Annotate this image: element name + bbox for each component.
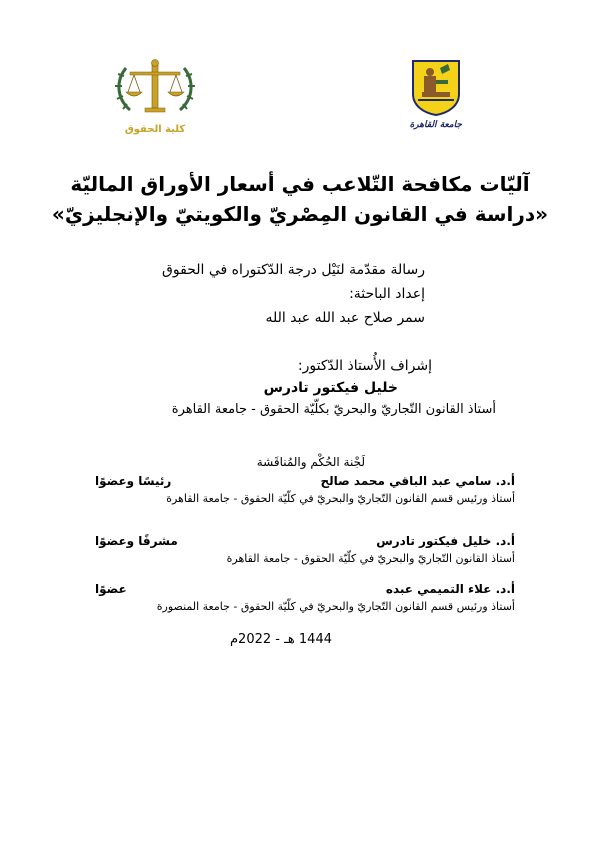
member-name: أ.د. علاء التميمي عبده [385, 582, 515, 596]
law-faculty-logo-caption: كلية الحقوق [124, 124, 186, 135]
committee-heading: لَجْنة الحُكْم والمُناقَشة [256, 455, 365, 469]
supervisor-title: أستاذ القانون التّجاريّ والبحريّ بكلّيّة الحقوق - جامعة القاهرة [171, 402, 496, 417]
committee-member [95, 534, 515, 566]
thesis-date: 1444 هـ - 2022م [229, 632, 332, 647]
member-role: مشرفًا وعضوًا [95, 534, 178, 548]
law-faculty-logo [112, 58, 198, 136]
committee-member [95, 582, 515, 614]
thesis-purpose: رسالة مقدّمة لنَيْل درجة الدّكتوراه في الحقوق [162, 262, 425, 278]
member-name: أ.د. خليل فيكتور تادرس [376, 534, 515, 548]
member-role: عضوًا [95, 582, 127, 596]
thesis-title: آليّات مكافحة التّلاعب في أسعار الأوراق الماليّة [70, 172, 530, 196]
supervisor-name: خليل فيكتور تادرس [263, 380, 398, 396]
prepared-by-label: إعداد الباحثة: [349, 286, 425, 302]
thesis-subtitle: «دراسة في القانون المِصْريّ والكويتيّ والإنجليزيّ» [51, 202, 549, 226]
member-description: أستاذ القانون التّجاريّ والبحريّ في كلّيّة الحقوق - جامعة القاهرة [226, 552, 515, 565]
member-description: أستاذ ورئيس قسم القانون التّجاريّ والبحريّ في كلّيّة الحقوق - جامعة القاهرة [166, 492, 515, 505]
member-role: رئيسًا وعضوًا [95, 474, 172, 488]
supervisor-label: إشراف الأُستاذ الدّكتور: [297, 358, 432, 374]
cairo-university-logo [410, 58, 462, 134]
member-description: أستاذ ورئيس قسم القانون التّجاريّ والبحريّ في كلّيّة الحقوق - جامعة المنصورة [156, 600, 515, 613]
committee-member [95, 474, 515, 506]
member-name: أ.د. سامي عبد الباقي محمد صالح [320, 474, 515, 488]
cairo-university-emblem-icon [410, 58, 462, 116]
cairo-university-logo-caption: جامعة القاهرة [409, 120, 462, 130]
scales-of-justice-icon [112, 58, 198, 120]
researcher-name: سمر صلاح عبد الله عبد الله [265, 310, 425, 326]
